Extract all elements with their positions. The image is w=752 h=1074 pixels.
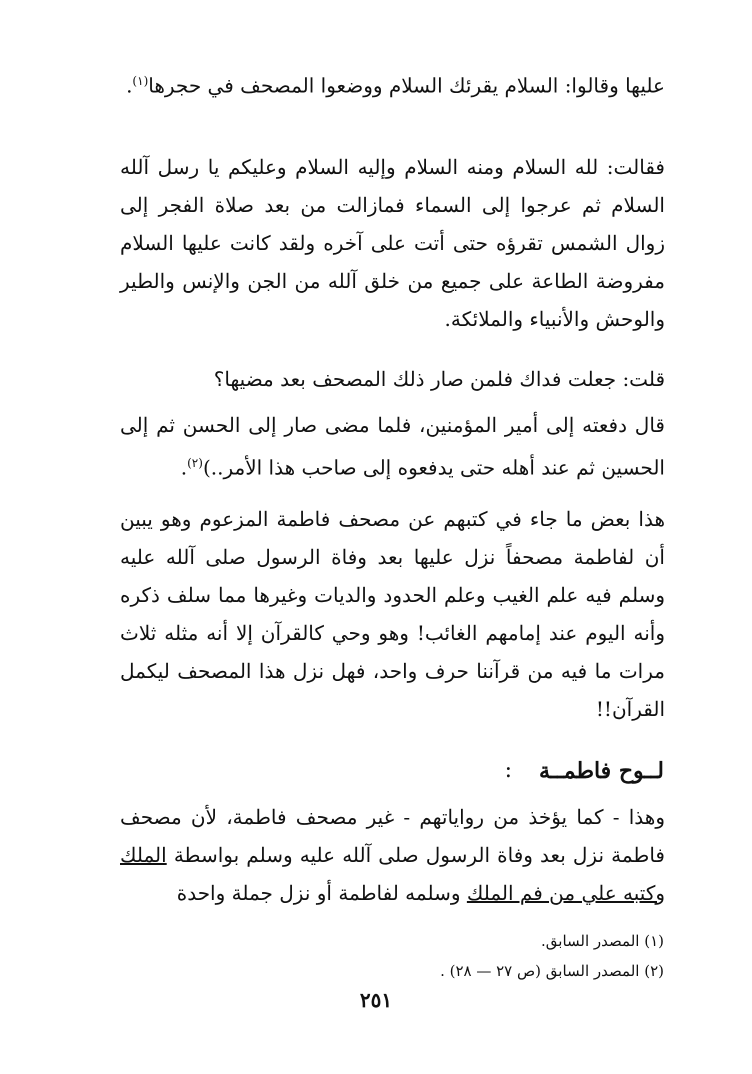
paragraph-6 bbox=[120, 798, 665, 912]
footnote-ref-1: (١) bbox=[132, 74, 149, 88]
section-heading: لــوح فاطمــة bbox=[539, 758, 664, 784]
paragraph-1-text: عليها وقالوا: السلام يقرئك السلام ووضعوا المصحف في حجرها bbox=[148, 73, 665, 98]
section-heading-colon: : bbox=[504, 758, 512, 783]
paragraph-5: هذا بعض ما جاء في كتبهم عن مصحف فاطمة المزعوم وهو يبين أن لفاطمة مصحفاً نزل عليها بعد وفاة الرسول صلى آلله عليه وسلم فيه علم الغيب وعلم الحدود والديات وغيرها مما سلف ذكره وأنه اليوم عند إمامهم الغائب! وهو وحي كالقرآن إلا أنه مثله ثلاث مرات ما فيه من قرآننا حرف واحد، فهل نزل هذا المصحف ليكمل القرآن!! bbox=[120, 507, 665, 721]
paragraph-2: فقالت: لله السلام ومنه السلام وإليه السلام وعليكم يا رسل آلله السلام ثم عرجوا إلى السماء فمازالت من بعد صلاة الفجر إلى زوال الشمس تقرؤه حتى أتت على آخره ولقد كانت عليها السلام مفروضة الطاعة على جميع من خلق آلله من الجن والإنس والطير والوحش والأنبياء والملائكة. bbox=[120, 155, 665, 331]
underlined-phrase: الملك وكتبه علي من فم الملك bbox=[120, 843, 665, 905]
paragraph-1-end: . bbox=[126, 73, 133, 98]
paragraph-4-end: . bbox=[180, 455, 188, 480]
paragraph-4 bbox=[120, 406, 665, 487]
paragraph-6-text: وهذا - كما يؤخذ من رواياتهم - غير مصحف فاطمة، لأن مصحف فاطمة نزل بعد وفاة الرسول صلى آلله عليه وسلم بواسطة bbox=[120, 805, 665, 867]
footnote-2: (٢) المصدر السابق (ص ٢٧ — ٢٨) . bbox=[440, 962, 664, 980]
footnote-ref-2: (٢) bbox=[187, 456, 203, 470]
page-number: ٢٥١ bbox=[359, 988, 393, 1012]
paragraph-1 bbox=[120, 62, 665, 105]
footnotes bbox=[440, 926, 664, 986]
footnote-1: (١) المصدر السابق. bbox=[541, 932, 664, 950]
paragraph-3: قلت: جعلت فداك فلمن صار ذلك المصحف بعد مضيها؟ bbox=[213, 367, 665, 391]
paragraph-6-end: وسلمه لفاطمة أو نزل جملة واحدة bbox=[176, 881, 467, 905]
paragraph-4-text: قال دفعته إلى أمير المؤمنين، فلما مضى صار إلى الحسن ثم إلى الحسين ثم عند أهله حتى يدفعوه إلى صاحب هذا الأمر..) bbox=[120, 413, 665, 480]
